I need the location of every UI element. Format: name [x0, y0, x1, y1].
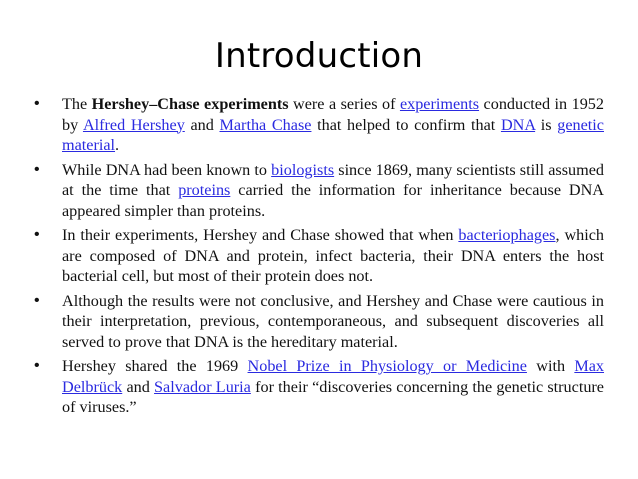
- bullet-text: and: [122, 377, 155, 396]
- bullet-text: Hershey shared the 1969: [62, 357, 248, 375]
- bullet-dot-icon: •: [34, 357, 40, 374]
- bullet-item-5: [34, 356, 604, 418]
- bullet-item-3: [34, 225, 604, 287]
- link-salvador-luria[interactable]: Salvador Luria: [154, 377, 251, 396]
- bullet-text: is: [535, 115, 558, 134]
- bullet-text: with: [526, 357, 575, 375]
- link-genetic-material[interactable]: genetic material: [62, 115, 604, 154]
- bullet-text: that helped to confirm that: [311, 115, 501, 134]
- bullet-item-1: [34, 94, 604, 156]
- bullet-text: since 1869, many scientists still assumed at the time that: [62, 160, 604, 199]
- bullet-dot-icon: •: [34, 95, 40, 112]
- bullet-dot-icon: •: [34, 226, 40, 243]
- link-max-delbruck[interactable]: Max Delbrück: [62, 357, 605, 396]
- bullet-text: carried the information for inheritance because DNA appeared simpler than proteins.: [62, 181, 604, 220]
- link-nobel-prize[interactable]: Nobel Prize in Physiology or Medicine: [247, 357, 527, 375]
- bullet-item-4: [34, 291, 604, 353]
- bullet-text: were a series of: [288, 95, 400, 113]
- bullet-text: The: [62, 95, 92, 113]
- link-dna[interactable]: DNA: [500, 115, 536, 134]
- link-proteins[interactable]: proteins: [178, 181, 231, 199]
- bold-term: Hershey–Chase experiments: [91, 95, 289, 113]
- bullet-item-2: [34, 160, 604, 222]
- bullet-text: for their “discoveries concerning the genetic structure of viruses.”: [62, 377, 604, 416]
- link-martha-chase[interactable]: Martha Chase: [219, 115, 312, 134]
- bullet-text: conducted in 1952 by: [62, 95, 604, 134]
- bullet-text: , which are composed of DNA and protein, infect bacteria, their DNA enters the host bacterial cell, but most of their protein does not.: [62, 226, 605, 285]
- bullet-text: While DNA had been known to: [62, 160, 272, 179]
- bullet-text: Although the results were not conclusive, and Hershey and Chase were cautious in their interpretation, previous, contemporaneous, and subsequent discoveries all served to prove that DNA is the hereditary material.: [62, 291, 604, 351]
- bullet-dot-icon: •: [34, 160, 40, 178]
- link-experiments[interactable]: experiments: [399, 95, 480, 113]
- bullet-text: and: [184, 115, 220, 134]
- link-alfred-hershey[interactable]: Alfred Hershey: [82, 115, 185, 134]
- bullet-text: .: [115, 136, 120, 154]
- bullet-list: [34, 94, 604, 422]
- bullet-dot-icon: •: [34, 291, 40, 309]
- bullet-text: In their experiments, Hershey and Chase showed that when: [62, 226, 459, 244]
- slide-title: Introduction: [214, 36, 424, 76]
- link-biologists[interactable]: biologists: [271, 160, 335, 179]
- link-bacteriophages[interactable]: bacteriophages: [458, 226, 556, 244]
